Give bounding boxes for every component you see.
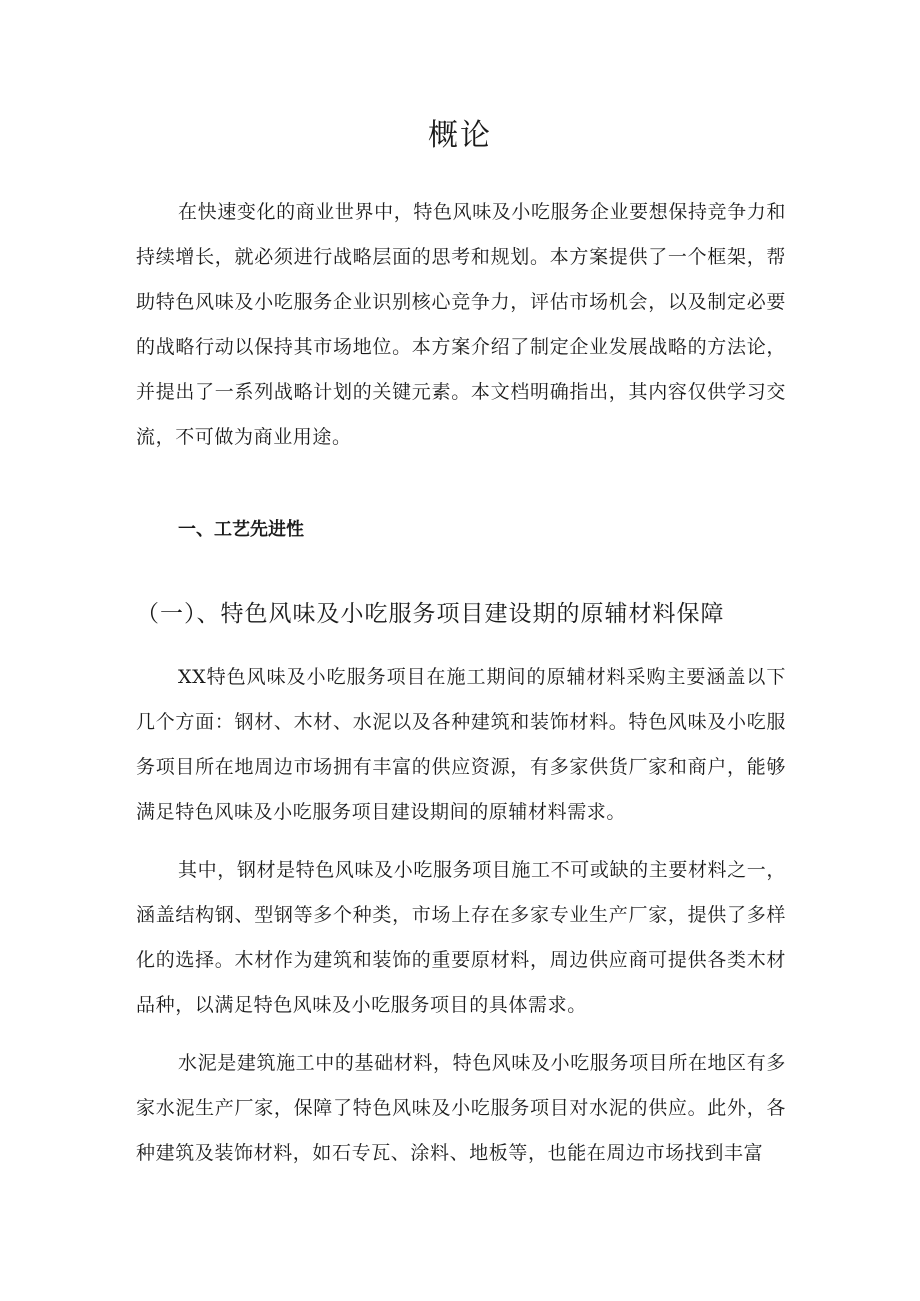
document-title: 概论 xyxy=(428,118,492,153)
intro-paragraph: 在快速变化的商业世界中，特色风味及小吃服务企业要想保持竞争力和持续增长，就必须进行战略层面的思考和规划。本方案提供了一个框架，帮助特色风味及小吃服务企业识别核心竞争力，评估市场机会，以及制定必要的战略行动以保持其市场地位。本方案介绍了制定企业发展战略的方法论，并提出了一系列战略计划的关键元素。本文档明确指出，其内容仅供学习交流，不可做为商业用途。 xyxy=(136,201,786,448)
body-paragraph-1: XX特色风味及小吃服务项目在施工期间的原辅材料采购主要涵盖以下几个方面：钢材、木材、水泥以及各种建筑和装饰材料。特色风味及小吃服务项目所在地周边市场拥有丰富的供应资源，有多家供货厂家和商户，能够满足特色风味及小吃服务项目建设期间的原辅材料需求。 xyxy=(136,666,786,823)
subsection-heading: （一）、特色风味及小吃服务项目建设期的原辅材料保障 xyxy=(136,601,725,627)
body-paragraph-2: 其中，钢材是特色风味及小吃服务项目施工不可或缺的主要材料之一，涵盖结构钢、型钢等多个种类，市场上存在多家专业生产厂家，提供了多样化的选择。木材作为建筑和装饰的重要原材料，周边供应商可提供各类木材品种，以满足特色风味及小吃服务项目的具体需求。 xyxy=(136,859,786,1016)
body-paragraph-3: 水泥是建筑施工中的基础材料，特色风味及小吃服务项目所在地区有多家水泥生产厂家，保障了特色风味及小吃服务项目对水泥的供应。此外，各种建筑及装饰材料，如石专瓦、涂料、地板等，也能在周边市场找到丰富 xyxy=(136,1052,786,1164)
section-heading: 一、工艺先进性 xyxy=(178,519,304,540)
